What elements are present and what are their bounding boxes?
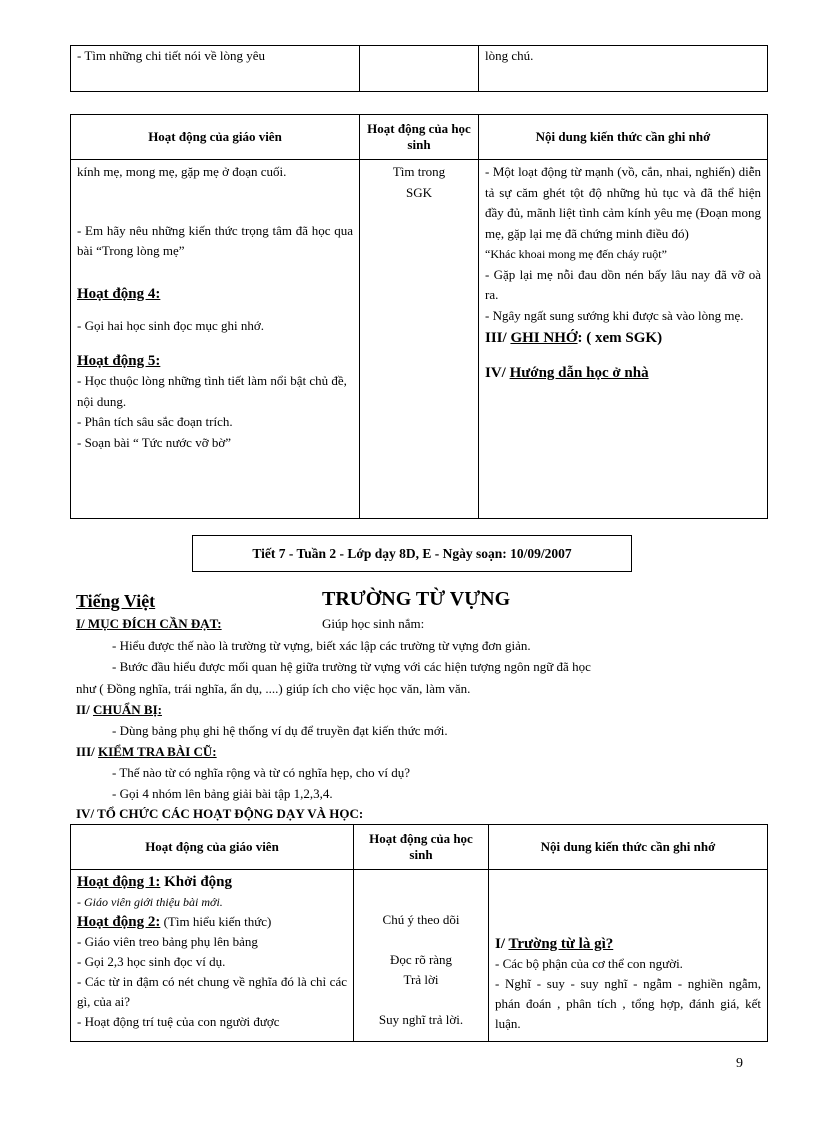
section-1-intro: Giúp học sinh nắm:	[322, 616, 425, 631]
section-1-heading: I/ MỤC ĐÍCH CẦN ĐẠT:	[76, 616, 222, 631]
text-line: - Hoạt động trí tuệ của con người được	[77, 1014, 280, 1029]
top-table-cell-1: - Tìm những chi tiết nói về lòng yêu	[71, 46, 360, 92]
activity-table-2	[70, 824, 768, 1042]
section-4-heading: IV/ TỔ CHỨC CÁC HOẠT ĐỘNG DẠY VÀ HỌC:	[76, 806, 364, 821]
text-line: Chú ý theo dõi	[382, 912, 460, 927]
lesson-title: TRƯỜNG TỪ VỰNG	[322, 588, 511, 610]
header-teacher: Hoạt động của giáo viên	[71, 115, 360, 160]
text-line: - Giáo viên treo bảng phụ lên bảng	[77, 934, 258, 949]
text-line: “Khác khoai mong mẹ đến cháy ruột”	[485, 247, 667, 261]
student-activities	[360, 160, 479, 519]
section-1-item: - Hiểu được thế nào là trường từ vựng, biết xác lập các trường từ vựng đơn giản.	[112, 638, 531, 653]
section-1-item: như ( Đồng nghĩa, trái nghĩa, ẩn dụ, ....) giúp ích cho việc học văn, làm văn.	[76, 681, 471, 696]
homework-heading: IV/ Hướng dẫn học ở nhà	[485, 364, 649, 381]
content-notes	[479, 160, 768, 519]
top-table	[70, 45, 768, 92]
header-content: Nội dung kiến thức cần ghi nhớ	[489, 825, 768, 870]
lesson-info-text: Tiết 7 - Tuần 2 - Lớp dạy 8D, E - Ngày soạn: 10/09/2007	[252, 545, 572, 561]
activity-4-heading: Hoạt động 4:	[77, 285, 161, 302]
content-notes	[489, 870, 768, 1042]
teacher-activities	[71, 160, 360, 519]
text-line: - Gọi hai học sinh đọc mục ghi nhớ.	[77, 318, 265, 333]
section-3-item: - Thế nào từ có nghĩa rộng và từ có nghĩa hẹp, cho ví dụ?	[112, 765, 410, 780]
text-line: - Gặp lại mẹ nỗi đau dồn nén bấy lâu nay đã vỡ oà ra.	[485, 266, 761, 302]
activity-2-heading: Hoạt động 2: (Tìm hiểu kiến thức)	[77, 914, 272, 930]
text-line: - Một loạt động từ mạnh (vồ, cắn, nhai, nghiến) diễn tả sự căm ghét tột độ những hủ tục và đã thể hiện đầy đủ, mãnh liệt tình cảm kính yêu mẹ (Đoạn mong mẹ, gặp lại mẹ đã chứng minh điều đó)	[485, 164, 761, 241]
text-line: - Các từ in đậm có nét chung về nghĩa đó là chỉ các gì, của ai?	[77, 974, 347, 1009]
section-1-item: - Bước đầu hiểu được mối quan hệ giữa trường từ vựng với các hiện tượng ngôn ngữ đã học	[112, 659, 591, 674]
section-2-item: - Dùng bảng phụ ghi hệ thống ví dụ để truyền đạt kiến thức mới.	[112, 723, 448, 738]
text-line: - Em hãy nêu những kiến thức trọng tâm đã học qua bài “Trong lòng mẹ”	[77, 222, 353, 258]
text-line: - Ngây ngất sung sướng khi được sà vào lòng mẹ.	[485, 307, 744, 323]
activity-1-heading: Hoạt động 1: Khởi động	[77, 874, 233, 890]
text-line: kính mẹ, mong mẹ, gặp mẹ ở đoạn cuối.	[77, 164, 287, 179]
text-line: - Học thuộc lòng những tình tiết làm nổi bật chủ đề, nội dung.	[77, 373, 347, 409]
page-number: 9	[736, 1056, 743, 1071]
text-line: SGK	[405, 184, 432, 200]
section-3-heading: III/ KIỂM TRA BÀI CŨ:	[76, 744, 217, 759]
text-line: - Giáo viên giới thiệu bài mới.	[77, 895, 223, 909]
text-line: - Gọi 2,3 học sinh đọc ví dụ.	[77, 954, 226, 969]
activity-table-1	[70, 114, 768, 519]
text-line: - Soạn bài “ Tức nước vỡ bờ”	[77, 434, 231, 450]
text-line: Trả lời	[403, 972, 439, 987]
subject-label: Tiếng Việt	[76, 591, 156, 611]
header-teacher: Hoạt động của giáo viên	[71, 825, 354, 870]
header-student: Hoạt động của học sinh	[354, 825, 489, 870]
text-line: - Nghĩ - suy - suy nghĩ - ngẫm - nghiền ngẫm, phán đoán , phân tích , tổng hợp, đánh giá, kết luận.	[495, 976, 761, 1031]
teacher-activities	[71, 870, 354, 1042]
section-2-heading: II/ CHUẨN BỊ:	[76, 702, 162, 717]
text-line: Tìm trong	[392, 164, 446, 179]
ghi-nho-heading: III/ GHI NHỚ: ( xem SGK)	[485, 330, 663, 346]
student-activities	[354, 870, 489, 1042]
text-line: - Các bộ phận của cơ thể con người.	[495, 956, 683, 971]
top-table-cell-3: lòng chú.	[479, 46, 768, 92]
header-content: Nội dung kiến thức cần ghi nhớ	[479, 115, 768, 160]
text-line: - Phân tích sâu sắc đoạn trích.	[77, 414, 233, 429]
activity-5-heading: Hoạt động 5:	[77, 352, 161, 369]
text-line: Đọc rõ ràng	[389, 952, 453, 967]
field-title: I/ Trường từ là gì?	[495, 936, 614, 952]
lesson-info-box	[192, 535, 632, 572]
header-student: Hoạt động của học sinh	[360, 115, 479, 160]
text-line: Suy nghĩ trả lời.	[378, 1012, 464, 1027]
top-table-cell-2	[360, 46, 479, 92]
section-3-item: - Gọi 4 nhóm lên bảng giải bài tập 1,2,3,4.	[112, 786, 333, 801]
